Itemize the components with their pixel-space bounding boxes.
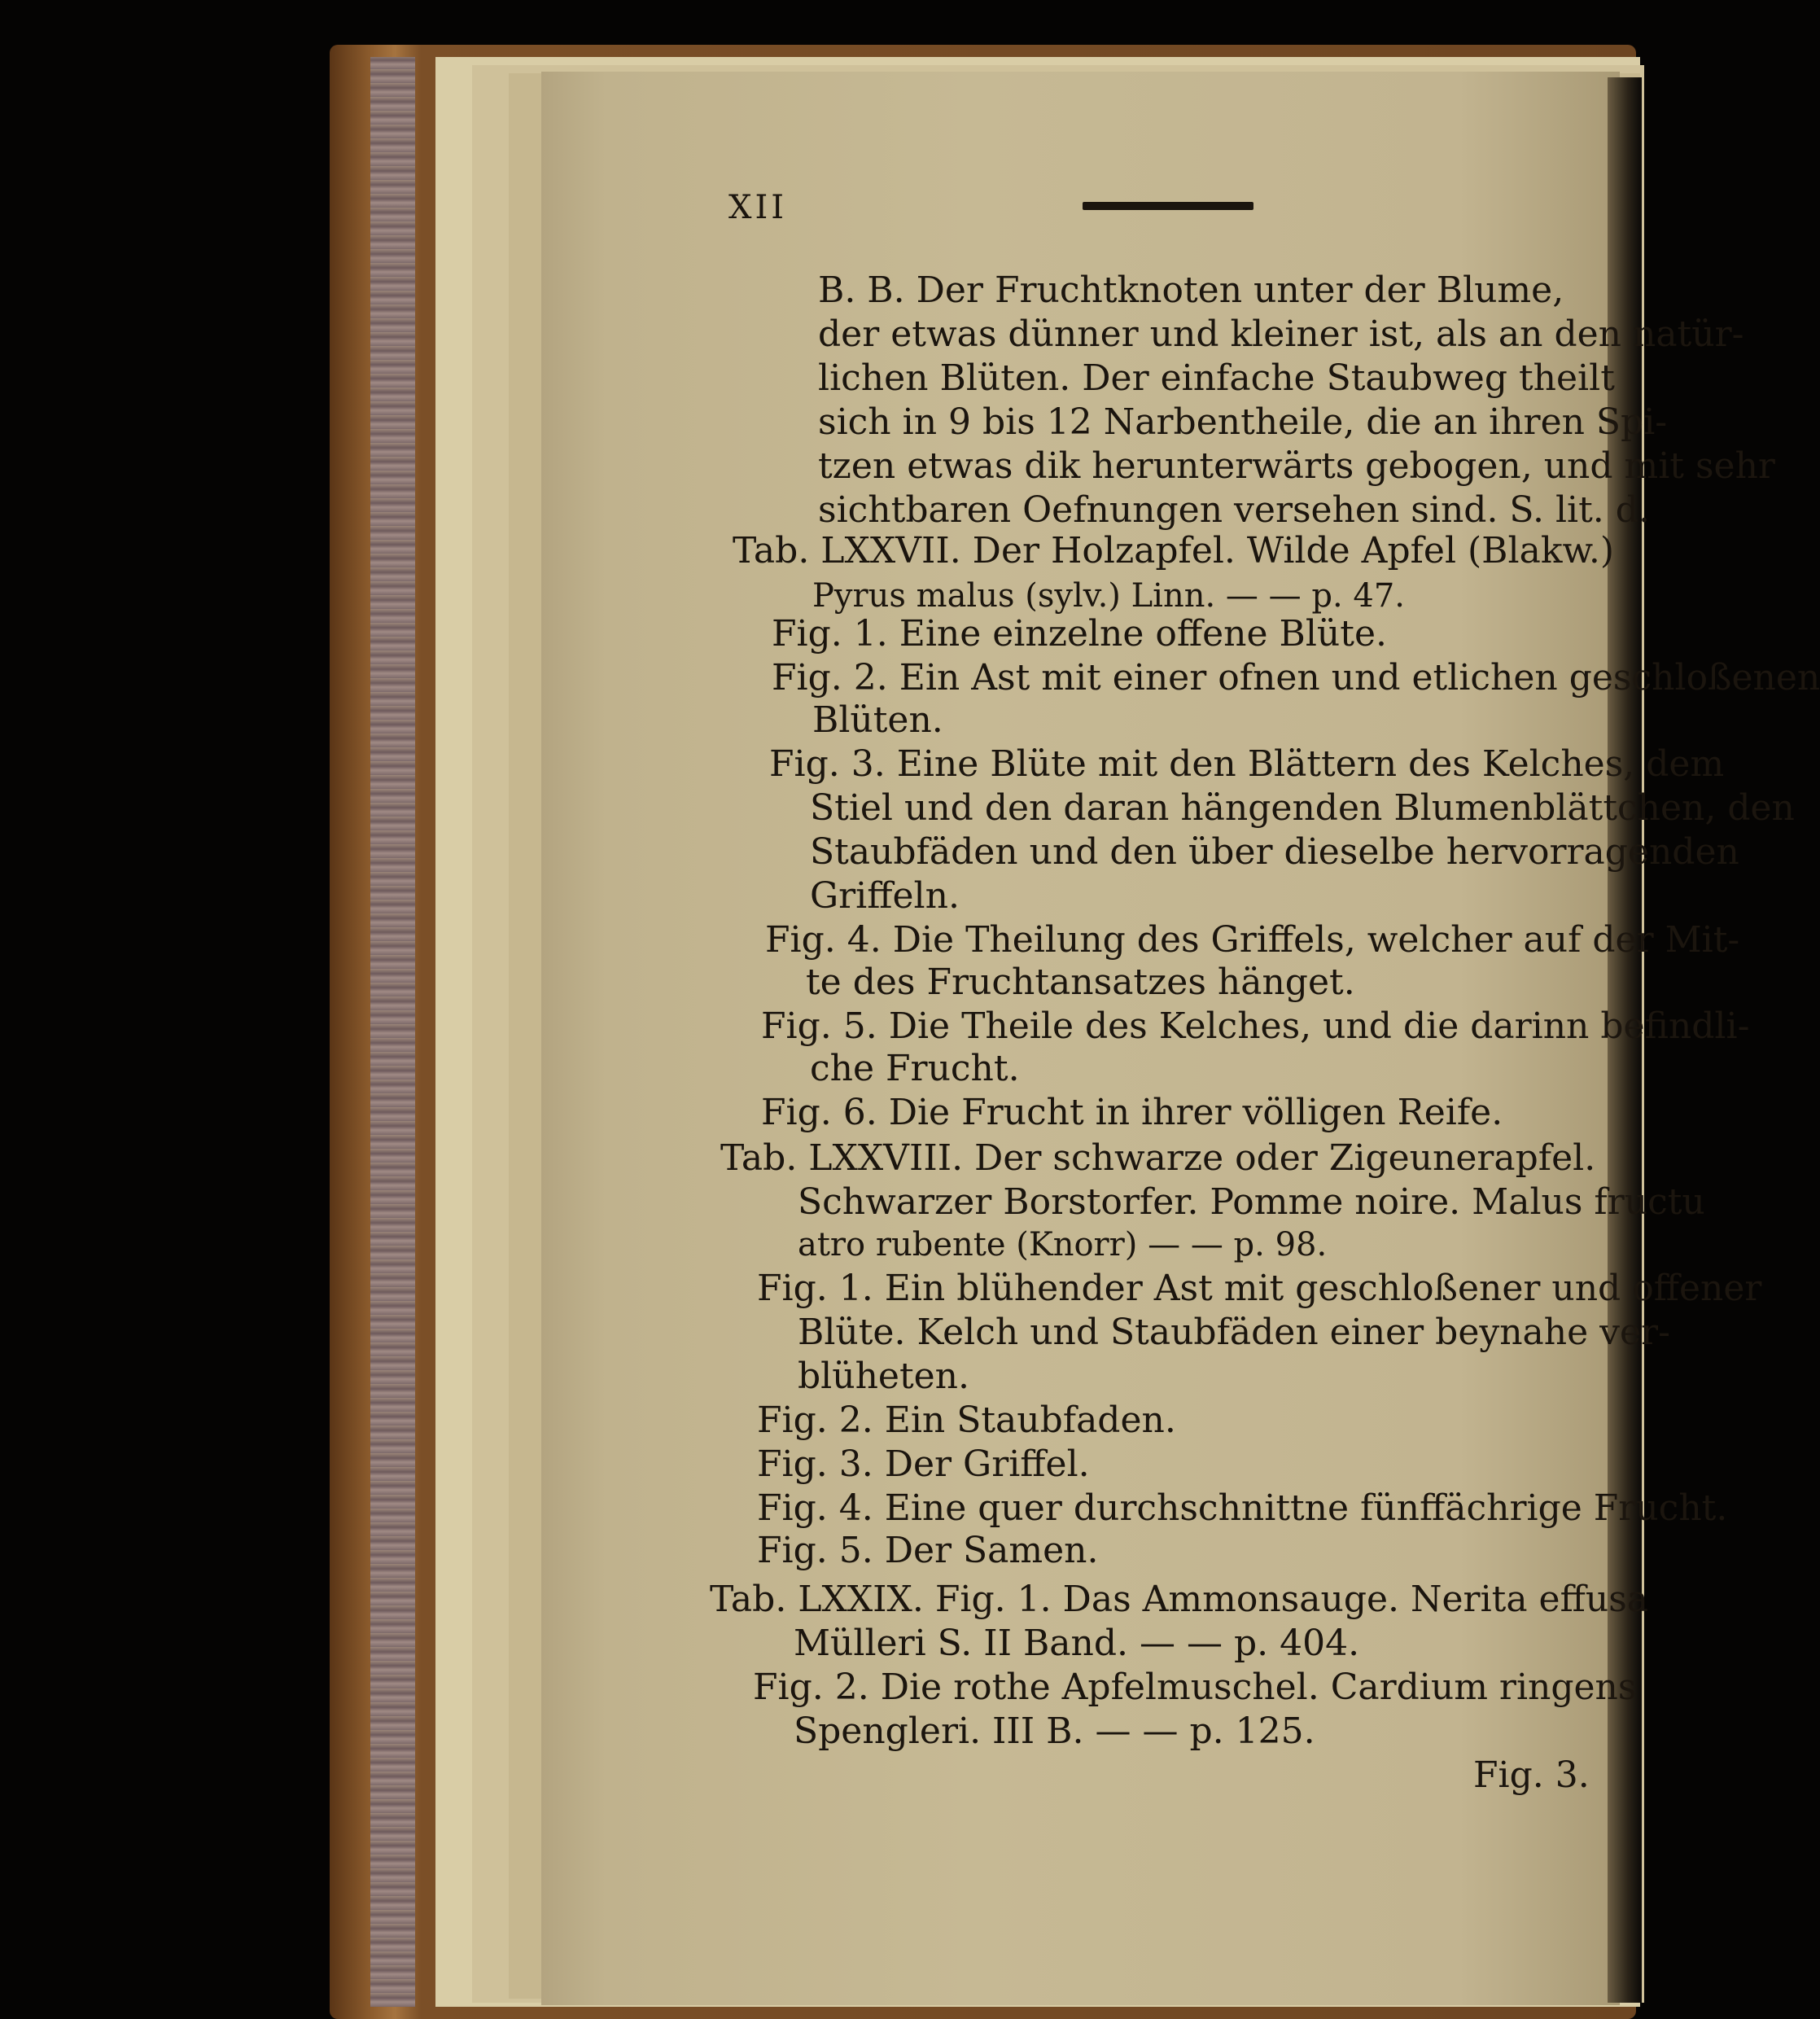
figure-entry: Fig. 1. Eine einzelne offene Blüte. [772,613,1387,655]
text-line: blüheten. [798,1355,969,1397]
head-rule [1083,202,1253,210]
running-head: XII [728,189,788,226]
text-line: Schwarzer Borstorfer. Pomme noire. Malus fructu [798,1181,1705,1223]
text-line: Blüte. Kelch und Staubfäden einer beynahe ver- [798,1312,1670,1353]
text-line: tzen etwas dik herunterwärts gebogen, und mit sehr [818,445,1775,487]
text-line: Griffeln. [810,875,960,917]
figure-entry: Fig. 5. Die Theile des Kelches, und die darinn befindli- [761,1005,1750,1047]
text-line: te des Fruchtansatzes hänget. [806,961,1355,1003]
text-line: lichen Blüten. Der einfache Staubweg theilt [818,357,1615,399]
text-line: atro rubente (Knorr) — — p. 98. [798,1226,1328,1264]
figure-entry: Fig. 6. Die Frucht in ihrer völligen Reife. [761,1092,1503,1133]
plate-heading: Tab. LXXIX. Fig. 1. Das Ammonsauge. Nerita effusa [710,1579,1649,1620]
figure-entry: Fig. 3. Der Griffel. [757,1443,1090,1485]
text-line: B. B. Der Fruchtknoten unter der Blume, [818,269,1564,311]
text-line: che Frucht. [810,1048,1020,1089]
figure-entry: Fig. 2. Ein Ast mit einer ofnen und etlichen geschloßenen [772,657,1820,699]
text-line: Spengleri. III B. — — p. 125. [794,1710,1315,1752]
figure-entry: Fig. 4. Eine quer durchschnittne fünffächrige Frucht. [757,1487,1728,1529]
figure-entry: Fig. 4. Die Theilung des Griffels, welcher auf der Mit- [765,919,1740,961]
figure-entry: Fig. 3. Eine Blüte mit den Blättern des Kelches, dem [769,743,1725,785]
text-line: sichtbaren Oefnungen versehen sind. S. lit. d. [818,489,1650,531]
figure-entry: Fig. 3. [1473,1754,1590,1796]
text-line: Mülleri S. II Band. — — p. 404. [794,1623,1360,1664]
text-line: Blüten. [812,699,943,741]
plate-heading: Tab. LXXVIII. Der schwarze oder Zigeunerapfel. [720,1137,1596,1179]
text-line: Stiel und den daran hängenden Blumenblättchen, den [810,787,1795,829]
figure-entry: Fig. 2. Die rothe Apfelmuschel. Cardium ringens [753,1666,1637,1708]
text-line: Staubfäden und den über dieselbe hervorragenden [810,831,1739,873]
marbled-endpaper [370,57,415,2007]
text-line: der etwas dünner und kleiner ist, als an den natür- [818,313,1744,355]
text-line: Pyrus malus (sylv.) Linn. — — p. 47. [812,577,1406,615]
text-line: sich in 9 bis 12 Narbentheile, die an ihren Spi- [818,401,1668,443]
figure-entry: Fig. 5. Der Samen. [757,1530,1099,1571]
figure-entry: Fig. 1. Ein blühender Ast mit geschloßener und offener [757,1268,1762,1309]
plate-heading: Tab. LXXVII. Der Holzapfel. Wilde Apfel (Blakw.) [733,530,1615,572]
figure-entry: Fig. 2. Ein Staubfaden. [757,1399,1176,1441]
